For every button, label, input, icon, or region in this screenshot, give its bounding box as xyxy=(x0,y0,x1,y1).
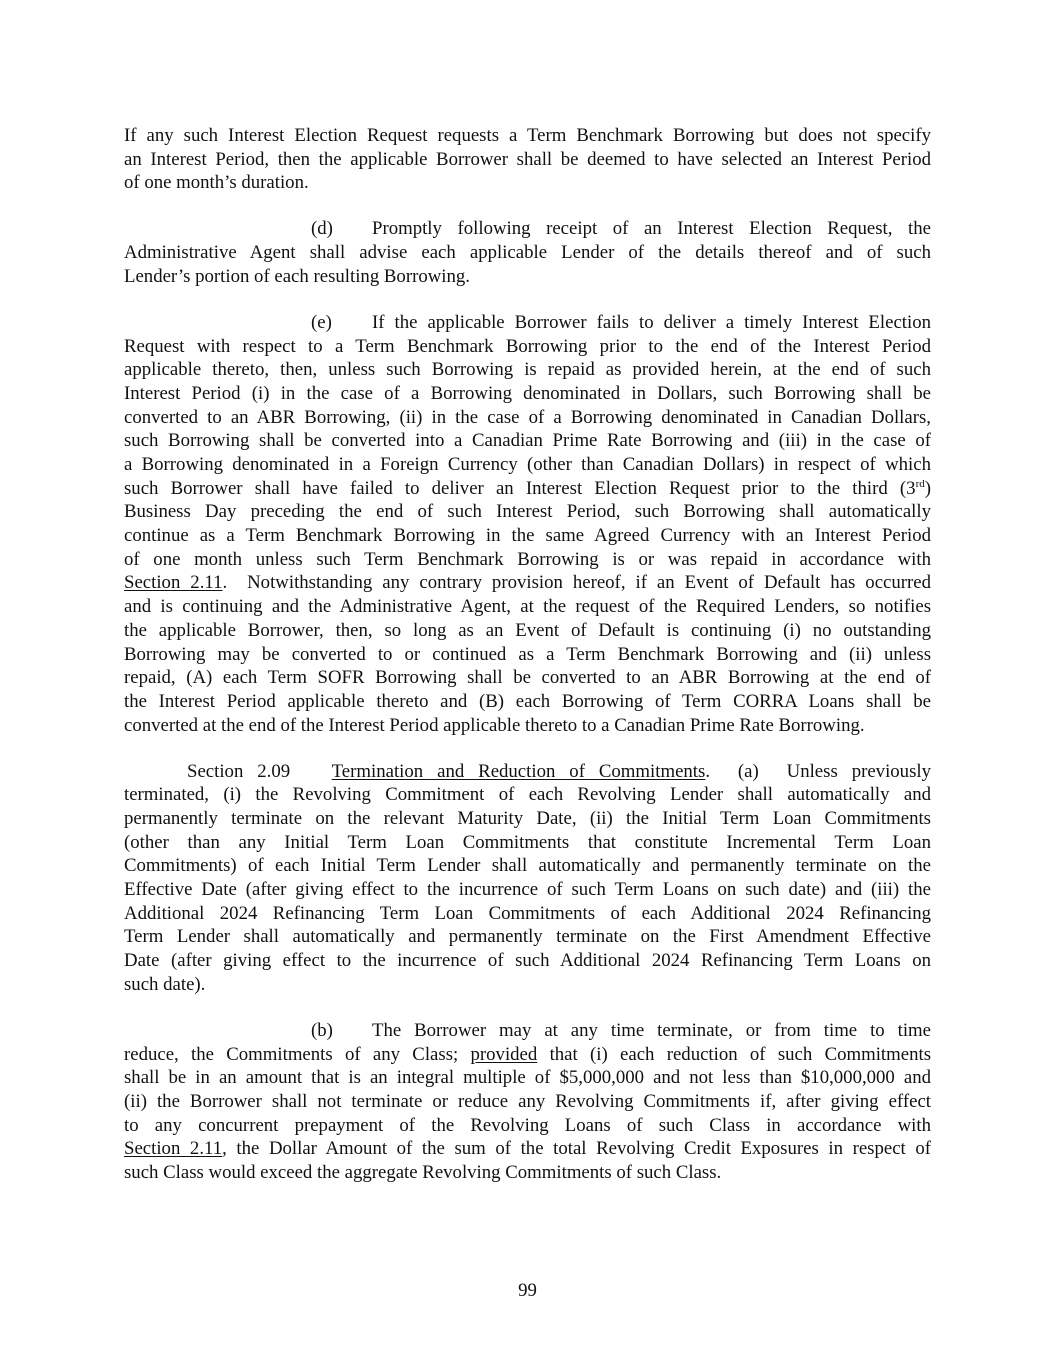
superscript: rd xyxy=(915,477,925,490)
text-line: an Interest Period, then the applicable Borrower shall be deemed to have selected an Interest Period xyxy=(124,148,931,170)
text-line: Business Day preceding the end of such Interest Period, such Borrowing shall automatically xyxy=(124,501,931,523)
text-line xyxy=(124,311,931,335)
text-line: of one month’s duration. xyxy=(124,172,309,194)
text-segment: . (a) Unless previously xyxy=(705,760,931,782)
text-line: Interest Period (i) in the case of a Borrowing denominated in Dollars, such Borrowing shall be xyxy=(124,382,931,404)
underlined-reference: provided xyxy=(470,1043,538,1065)
text-line: (ii) the Borrower shall not terminate or reduce any Revolving Commitments if, after giving effect xyxy=(124,1091,931,1112)
page-number: 99 xyxy=(518,1280,537,1301)
subsection-label: (b) xyxy=(311,1019,333,1041)
text-segment: reduce, the Commitments of any Class; xyxy=(124,1043,471,1065)
text-line: Date (after giving effect to the incurrence of such Additional 2024 Refinancing Term Loans on xyxy=(124,950,931,972)
text-line: such Class would exceed the aggregate Revolving Commitments of such Class. xyxy=(124,1162,722,1184)
text-line: to any concurrent prepayment of the Revolving Loans of such Class in accordance with xyxy=(124,1114,931,1136)
text-line xyxy=(124,571,931,595)
line-text: Promptly following receipt of an Interest Election Request, the xyxy=(372,218,931,240)
underlined-reference: Termination and Reduction of Commitments xyxy=(331,760,706,782)
document-body xyxy=(124,124,931,1207)
text-line: a Borrowing denominated in a Foreign Currency (other than Canadian Dollars) in respect of which xyxy=(124,454,931,476)
text-line: Request with respect to a Term Benchmark Borrowing prior to the end of the Interest Period xyxy=(124,335,931,357)
text-line: of one month unless such Term Benchmark Borrowing is or was repaid in accordance with xyxy=(124,548,931,570)
underlined-reference: Section 2.11 xyxy=(124,1138,223,1160)
text-line xyxy=(124,1137,931,1161)
text-line: the applicable Borrower, then, so long as an Event of Default is continuing (i) no outstanding xyxy=(124,619,931,641)
text-line xyxy=(124,1019,931,1043)
text-line: Effective Date (after giving effect to the incurrence of such Term Loans on such date) and (iii) the xyxy=(124,879,931,901)
text-segment: , the Dollar Amount of the sum of the total Revolving Credit Exposures in respect of xyxy=(222,1138,931,1160)
text-line: Term Lender shall automatically and permanently terminate on the First Amendment Effective xyxy=(124,926,931,948)
text-segment: ) xyxy=(924,477,931,499)
text-line: shall be in an amount that is an integral multiple of $5,000,000 and not less than $10,000,000 and xyxy=(124,1067,931,1089)
paragraph xyxy=(124,124,931,195)
text-segment: Section 2.09 xyxy=(187,760,332,782)
text-line: If any such Interest Election Request requests a Term Benchmark Borrowing but does not specify xyxy=(124,125,931,146)
text-segment: . Notwithstanding any contrary provision hereof, if an Event of Default has occurred xyxy=(222,572,931,594)
line-text: If the applicable Borrower fails to deliver a timely Interest Election xyxy=(372,311,931,333)
text-line: permanently terminate on the relevant Maturity Date, (ii) the Initial Term Loan Commitments xyxy=(124,808,931,830)
text-line: Borrowing may be converted to or continued as a Term Benchmark Borrowing and (ii) unless xyxy=(124,643,931,665)
subsection-label: (e) xyxy=(311,311,332,333)
text-line: Lender’s portion of each resulting Borrowing. xyxy=(124,265,470,287)
subsection-label: (d) xyxy=(311,218,333,240)
text-line: such Borrowing shall be converted into a Canadian Prime Rate Borrowing and (iii) in the case of xyxy=(124,430,931,452)
line-text: The Borrower may at any time terminate, or from time to time xyxy=(372,1019,931,1041)
text-line: terminated, (i) the Revolving Commitment of each Revolving Lender shall automatically and xyxy=(124,784,931,806)
text-line: converted at the end of the Interest Period applicable thereto to a Canadian Prime Rate Borrowing. xyxy=(124,714,865,736)
paragraph xyxy=(124,760,931,997)
text-line xyxy=(124,217,931,241)
text-line: Additional 2024 Refinancing Term Loan Commitments of each Additional 2024 Refinancing xyxy=(124,902,931,924)
text-line xyxy=(124,477,931,501)
text-line xyxy=(124,1043,931,1067)
paragraph xyxy=(124,217,931,288)
text-line: the Interest Period applicable thereto and (B) each Borrowing of Term CORRA Loans shall be xyxy=(124,690,931,712)
text-segment: that (i) each reduction of such Commitments xyxy=(537,1043,931,1065)
text-line: repaid, (A) each Term SOFR Borrowing shall be converted to an ABR Borrowing at the end of xyxy=(124,667,931,689)
text-line: (other than any Initial Term Loan Commitments that constitute Incremental Term Loan xyxy=(124,831,931,853)
paragraph xyxy=(124,311,931,737)
text-line xyxy=(124,760,931,784)
text-line: such date). xyxy=(124,973,206,995)
text-line: and is continuing and the Administrative Agent, at the request of the Required Lenders, so notifies xyxy=(124,596,931,618)
underlined-reference: Section 2.11 xyxy=(124,572,223,594)
text-line: applicable thereto, then, unless such Borrowing is repaid as provided herein, at the end of such xyxy=(124,359,931,381)
text-line: continue as a Term Benchmark Borrowing in the same Agreed Currency with an Interest Period xyxy=(124,525,931,547)
text-line: converted to an ABR Borrowing, (ii) in the case of a Borrowing denominated in Canadian Dollars, xyxy=(124,406,931,428)
text-line: Administrative Agent shall advise each applicable Lender of the details thereof and of such xyxy=(124,242,931,264)
text-line: Commitments) of each Initial Term Lender shall automatically and permanently terminate on the xyxy=(124,855,931,877)
text-segment: such Borrower shall have failed to deliver an Interest Election Request prior to the third (3 xyxy=(124,477,916,499)
paragraph xyxy=(124,1019,931,1185)
